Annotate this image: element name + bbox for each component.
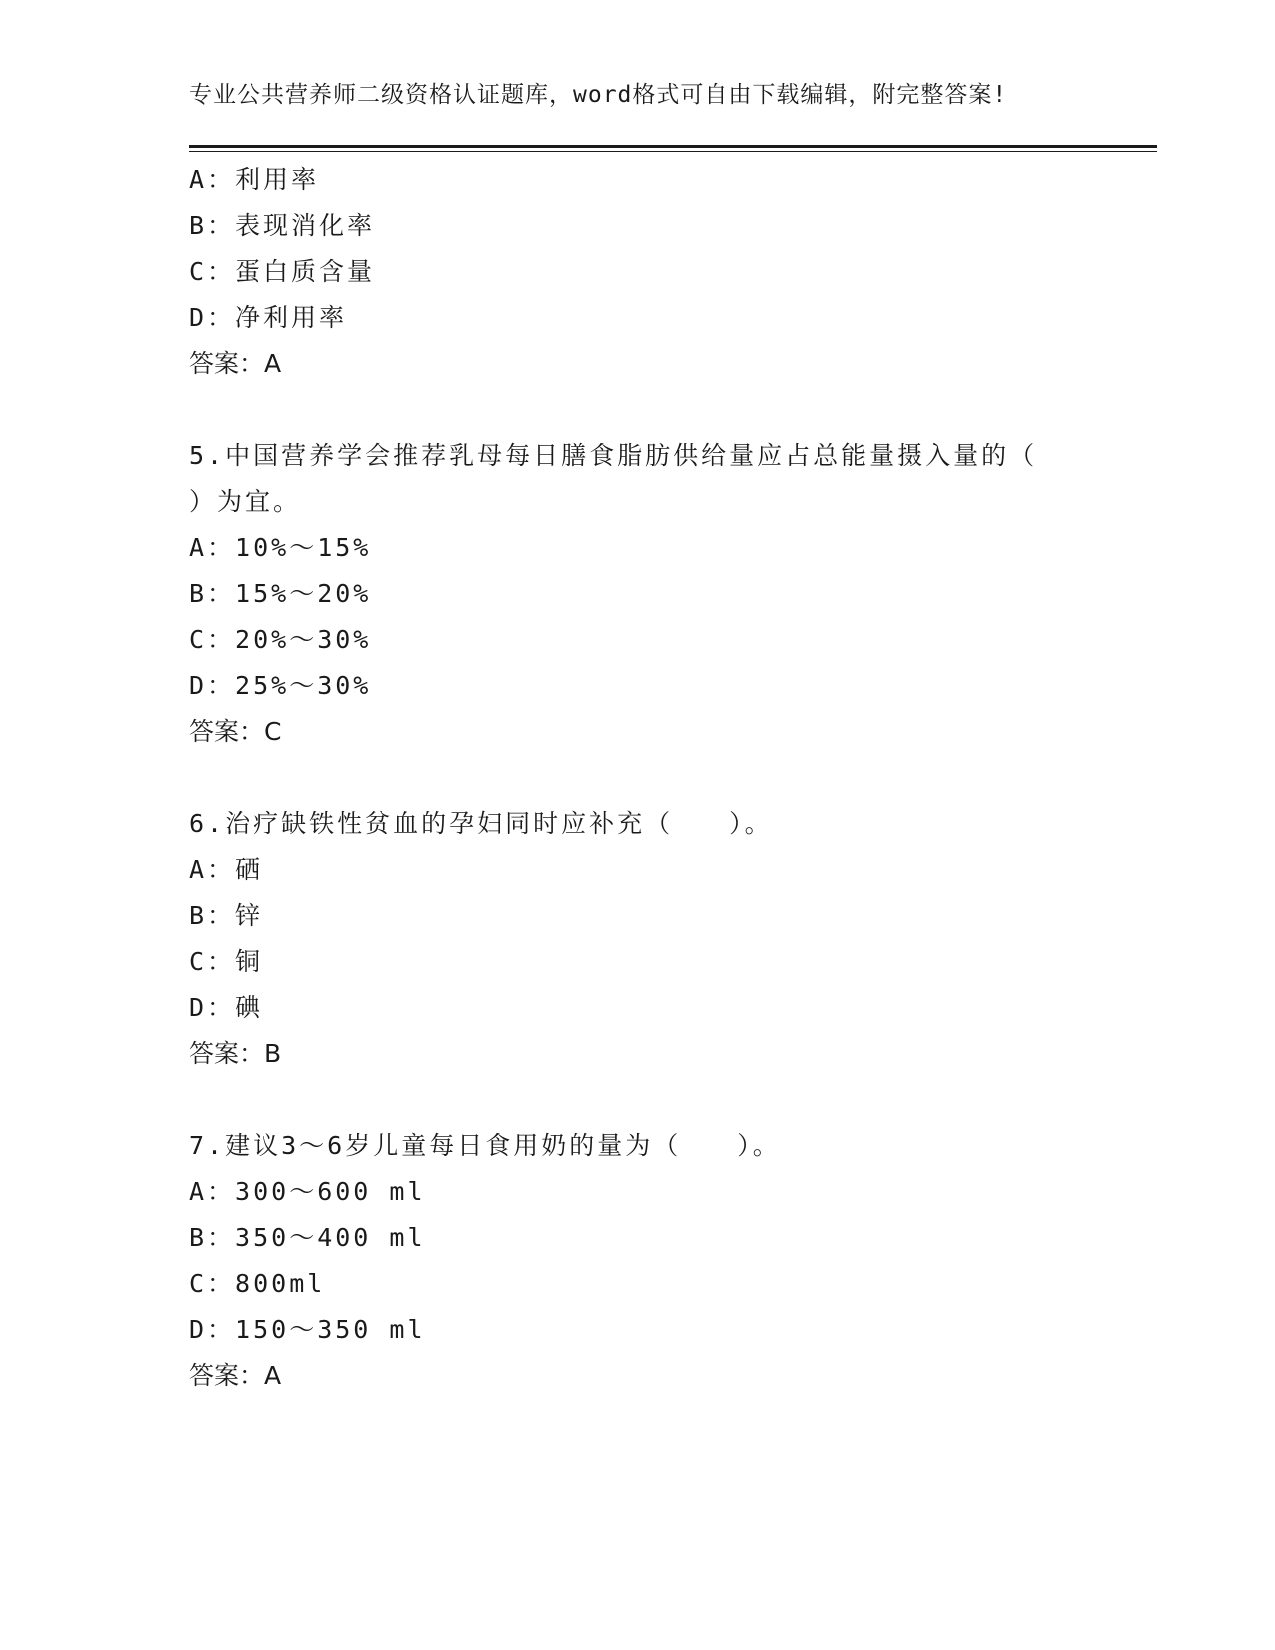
page-header: 专业公共营养师二级资格认证题库，word格式可自由下载编辑，附完整答案! xyxy=(189,82,1008,108)
answer: 答案：A xyxy=(189,1361,282,1390)
question-7-block xyxy=(189,1123,1089,1399)
header-rule-thin xyxy=(189,151,1157,152)
question-stem: 5.中国营养学会推荐乳母每日膳食脂肪供给量应占总能量摄入量的（ xyxy=(189,441,1038,470)
option-a: A：300～600 ml xyxy=(189,1177,426,1206)
option-a: A：硒 xyxy=(189,855,264,884)
option-a: A：10%～15% xyxy=(189,533,372,562)
header-rule-thick xyxy=(189,145,1157,148)
option-b: B：锌 xyxy=(189,901,264,930)
option-d: D：净利用率 xyxy=(189,303,348,332)
option-c: C：800ml xyxy=(189,1269,326,1298)
option-d: D：碘 xyxy=(189,993,264,1022)
option-c: C：铜 xyxy=(189,947,264,976)
option-c: C：蛋白质含量 xyxy=(189,257,376,286)
question-4-block xyxy=(189,157,1089,387)
option-b: B：15%～20% xyxy=(189,579,372,608)
option-b: B：350～400 ml xyxy=(189,1223,426,1252)
question-5-block xyxy=(189,433,1089,755)
question-stem-continued: ）为宜。 xyxy=(189,487,302,516)
option-b: B：表现消化率 xyxy=(189,211,376,240)
spacer xyxy=(189,387,1089,433)
question-stem: 7.建议3～6岁儿童每日食用奶的量为（ ）。 xyxy=(189,1131,781,1160)
answer: 答案：A xyxy=(189,349,282,378)
option-d: D：25%～30% xyxy=(189,671,372,700)
option-a: A：利用率 xyxy=(189,165,320,194)
spacer xyxy=(189,755,1089,801)
option-d: D：150～350 ml xyxy=(189,1315,426,1344)
option-c: C：20%～30% xyxy=(189,625,372,654)
question-6-block xyxy=(189,801,1089,1077)
question-stem: 6.治疗缺铁性贫血的孕妇同时应补充（ ）。 xyxy=(189,809,773,838)
question-content xyxy=(189,157,1089,1399)
spacer xyxy=(189,1077,1089,1123)
answer: 答案：C xyxy=(189,717,282,746)
answer: 答案：B xyxy=(189,1039,282,1068)
